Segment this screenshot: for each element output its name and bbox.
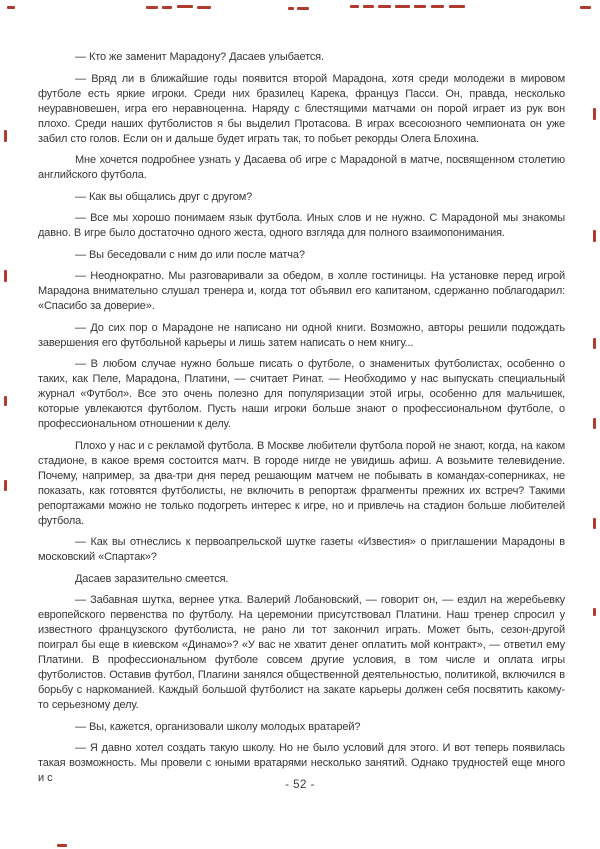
scan-mark [57, 844, 67, 847]
scan-mark [378, 5, 391, 8]
scan-mark [414, 5, 426, 8]
text-column [38, 50, 565, 793]
paragraph: — В любом случае нужно больше писать о футболе, о знаменитых футболистах, особенно о таких, как Пеле, Марадона, Платини, — считает Ринат. — Необходимо у нас выпускать специальный журнал «Футбол». Все это очень полезно для популяризации этой игры, особенно для мальчишек, которые увлекаются футболом. Пусть наши игроки больше знают о профессиональном футболе, о профессиональном отношении к делу. [38, 358, 565, 430]
paragraph: — Вряд ли в ближайшие годы появится второй Марадона, хотя среди молодежи в мировом футболе есть яркие игроки. Среди них бразилец Карека, француз Пасси. Он, правда, несколько неуравновешен, игра его неравноценна. Наряду с блестящими матчами он порой играет из рук вон плохо. Среди наших футболистов я бы выделил Протасова. В играх всесоюзного чемпионата он уже забил сто голов. Если он и дальше будет играть так, то побьет рекорды Олега Блохина. [38, 72, 565, 145]
paragraph: — Я давно хотел создать такую школу. Но не было условий для этого. И вот теперь появилась такая возможность. Мы провели с юными вратарями несколько занятий. Однако трудностей еще много и с [38, 742, 565, 784]
scan-mark [177, 5, 193, 8]
paragraph: — Все мы хорошо понимаем язык футбола. Иных слов и не нужно. С Марадоной мы знакомы давно. В игре было достаточно одного жеста, одного взгляда для полного взаимопонимания. [38, 212, 565, 239]
page-number: - 52 - [285, 779, 315, 791]
scan-mark [395, 5, 410, 8]
paragraph: Мне хочется подробнее узнать у Дасаева об игре с Марадоной в матче, посвященном столетию английского футбола. [38, 154, 565, 181]
scan-mark [593, 230, 596, 242]
scan-mark [593, 108, 596, 120]
paragraph: Плохо у нас и с рекламой футбола. В Москве любители футбола порой не знают, когда, на каком стадионе, в какое время состоится матч. В городе нигде не увидишь афиш. А возьмите телевидение. Почему, например, за два-три дня перед решающим матчем не побывать в командах-соперниках, не показать, как готовятся футболисты, не включить в репортаж фрагменты прежних их встреч? Такими репортажами можно не только подогреть интерес к игре, но и привлечь на стадион больше любителей футбола. [38, 439, 565, 527]
scan-mark [4, 130, 7, 142]
scan-mark [4, 396, 7, 406]
paragraph: — Как вы отнеслись к первоапрельской шутке газеты «Известия» о приглашении Марадоны в московский «Спартак»? [38, 536, 565, 563]
scan-mark [197, 6, 211, 9]
scan-mark [593, 338, 596, 349]
paragraph: — Забавная шутка, вернее утка. Валерий Лобановский, — говорит он, — ездил на жеребьевку европейского первенства по футболу. На церемонии присутствовал Платини. Наш тренер спросил у известного французского футболиста, не рано ли тот закончил играть. Может быть, сезон-другой поиграл бы еще в киевском «Динамо»? «У вас не хватит денег оплатить мой контракт», — ответил ему Платини. В профессиональном футболе совсем другие условия, в том числе и оплата игры футболистов. Оставив футбол, Плагини занялся общественной деятельностью, политикой, включился в борьбу с наркоманией. Каждый большой футболист на закате карьеры должен себя посвятить какому-то серьезному делу. [38, 594, 565, 711]
scan-mark [162, 6, 172, 9]
scan-mark [449, 5, 465, 8]
paragraph: — Вы, кажется, организовали школу молодых вратарей? [75, 720, 361, 733]
scan-mark [297, 7, 309, 10]
paragraph: — Вы беседовали с ним до или после матча? [75, 248, 305, 261]
scan-mark [580, 6, 591, 9]
scan-mark [431, 5, 444, 8]
scan-mark [593, 608, 596, 616]
paragraph: Дасаев заразительно смеется. [75, 572, 229, 585]
paragraph: — Неоднократно. Мы разговаривали за обедом, в холле гостиницы. На установке перед игрой Марадона внимательно слушал тренера и, когда тот объявил его капитаном, сдержанно поблагодарил: «Спасибо за доверие». [38, 270, 565, 312]
scan-mark [4, 480, 7, 491]
scan-mark [593, 418, 596, 429]
scan-mark [593, 518, 596, 529]
scan-mark [7, 6, 15, 9]
scan-mark [288, 7, 294, 10]
scan-mark [146, 6, 158, 9]
paragraph: — Как вы общались друг с другом? [75, 190, 253, 203]
paragraph: — До сих пор о Марадоне не написано ни одной книги. Возможно, авторы решили подождать завершения его футбольной карьеры и лишь затем написать о нем книгу... [38, 321, 565, 349]
scan-mark [350, 5, 359, 8]
scan-mark [4, 270, 7, 282]
paragraph: — Кто же заменит Марадону? Дасаев улыбается. [75, 51, 324, 63]
scan-mark [363, 5, 374, 8]
